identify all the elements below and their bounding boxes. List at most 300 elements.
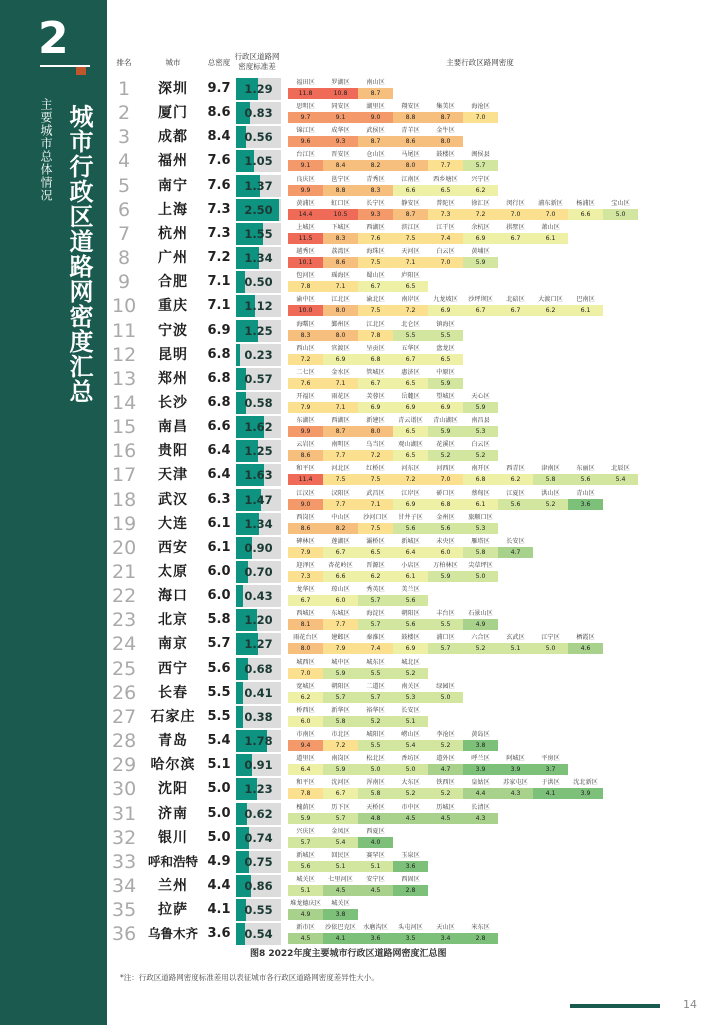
district-name: 大东区: [401, 779, 420, 787]
district-name: 栖霞区: [576, 634, 595, 642]
district-cell: [393, 246, 428, 270]
district-name: 河东区: [401, 465, 420, 473]
header-sd: 行政区道路网密度标准差: [234, 52, 280, 71]
district-density: 7.6: [358, 233, 393, 244]
district-name: 上城区: [296, 223, 315, 231]
district-name: 晋安区: [331, 151, 350, 159]
district-density: 5.6: [393, 523, 428, 534]
district-cell: [463, 174, 498, 198]
district-density: 7.3: [428, 209, 463, 220]
district-density: 6.5: [393, 281, 428, 292]
district-density: 8.1: [288, 619, 323, 630]
district-density: 4.7: [428, 764, 463, 775]
district-cell: [288, 777, 323, 801]
district-density: 2.8: [463, 933, 498, 944]
district-name: 阿城区: [506, 755, 525, 763]
district-density: 3.9: [568, 788, 603, 799]
district-name: 天河区: [401, 248, 420, 256]
district-name: 西岗区: [296, 513, 315, 521]
district-cell: [533, 198, 568, 222]
sd-value: 0.86: [244, 878, 273, 893]
total-density: 6.6: [207, 419, 231, 435]
district-density: 7.0: [463, 112, 498, 123]
district-name: 尖草坪区: [468, 562, 493, 569]
district-density: 5.4: [603, 474, 638, 485]
district-density: 7.9: [288, 547, 323, 558]
district-name: 城东区: [366, 658, 385, 666]
district-name: 管城区: [366, 368, 385, 376]
district-cell: [323, 729, 358, 753]
district-cell: [358, 536, 393, 560]
district-name: 大渡口区: [538, 296, 563, 304]
district-name: 开福区: [296, 392, 315, 400]
district-density: 5.9: [323, 764, 358, 775]
district-name: 东湖区: [296, 417, 315, 425]
district-density: 6.5: [428, 185, 463, 196]
district-name: 青山湖区: [433, 417, 458, 425]
total-density: 6.9: [207, 322, 231, 338]
district-density: 7.2: [393, 474, 428, 485]
district-cell: [393, 729, 428, 753]
district-cell: [288, 125, 323, 149]
district-cell: [323, 343, 358, 367]
district-density: 5.0: [358, 764, 393, 775]
district-density: 11.8: [288, 88, 323, 99]
district-name: 水磨沟区: [363, 924, 388, 932]
district-name: 黄岛区: [471, 731, 490, 739]
district-density: 5.0: [428, 692, 463, 703]
district-density: 6.8: [463, 474, 498, 485]
district-cell: [288, 729, 323, 753]
district-cell: [393, 415, 428, 439]
district-cell: [428, 753, 463, 777]
header-total: 总密度: [207, 58, 231, 67]
district-cell: [533, 777, 568, 801]
district-cell: [498, 463, 533, 487]
district-cell: [498, 632, 533, 656]
district-name: 城阳区: [366, 731, 385, 739]
rank-number: 23: [112, 609, 137, 632]
district-cell: [288, 802, 323, 826]
sd-value: 1.05: [244, 154, 273, 169]
sd-value: 0.54: [244, 927, 273, 942]
sd-value: 1.78: [244, 734, 273, 749]
district-density: 4.0: [358, 837, 393, 848]
district-density: 7.1: [393, 257, 428, 268]
district-cell: [463, 101, 498, 125]
table-row: [112, 367, 702, 391]
district-cell: [288, 391, 323, 415]
table-row: [112, 705, 702, 729]
district-density: 5.7: [358, 692, 393, 703]
city-name: 合肥: [158, 274, 188, 291]
district-name: 新城区: [401, 537, 420, 545]
district-cell: [358, 584, 393, 608]
district-name: 闵行区: [506, 199, 525, 207]
district-density: 8.0: [358, 426, 393, 437]
district-density: 7.8: [288, 788, 323, 799]
district-name: 甘井子区: [398, 513, 423, 521]
district-name: 西青区: [506, 465, 525, 473]
district-density: 7.7: [323, 499, 358, 510]
district-name: 六合区: [471, 634, 490, 642]
page-number: 14: [683, 998, 697, 1011]
district-name: 兴宁区: [471, 175, 490, 183]
district-name: 南岗区: [331, 755, 350, 763]
district-density: 4.8: [358, 813, 393, 824]
district-name: 安宁区: [366, 875, 385, 883]
district-density: 9.1: [323, 112, 358, 123]
district-cell: [323, 463, 358, 487]
district-name: 和平区: [296, 465, 315, 473]
district-cell: [323, 439, 358, 463]
rank-number: 26: [112, 681, 137, 704]
district-name: 西乡塘区: [433, 175, 458, 183]
sd-value: 0.23: [244, 347, 273, 362]
district-name: 江汉区: [296, 489, 315, 497]
district-cell: [463, 415, 498, 439]
district-cell: [358, 415, 393, 439]
district-cell: [533, 488, 568, 512]
district-name: 新城区: [296, 851, 315, 859]
district-name: 杏花岭区: [328, 562, 353, 569]
district-density: 4.3: [498, 788, 533, 799]
district-density: 3.8: [463, 740, 498, 751]
district-density: 6.7: [358, 378, 393, 389]
district-density: 5.2: [463, 450, 498, 461]
district-cell: [323, 657, 358, 681]
district-density: 5.2: [428, 450, 463, 461]
district-name: 小店区: [401, 562, 420, 569]
district-name: 赛罕区: [366, 851, 385, 859]
district-density: 6.8: [358, 354, 393, 365]
district-cell: [323, 125, 358, 149]
district-cell: [603, 463, 638, 487]
district-name: 河北区: [331, 465, 350, 473]
district-density: 6.7: [288, 595, 323, 606]
district-density: 8.2: [358, 160, 393, 171]
total-density: 6.1: [207, 515, 231, 531]
district-density: 8.3: [323, 233, 358, 244]
district-cell: [288, 198, 323, 222]
district-density: 8.0: [323, 330, 358, 341]
district-name: 庐阳区: [401, 272, 420, 280]
district-cell: [428, 488, 463, 512]
district-name: 长安区: [401, 706, 420, 714]
district-density: 6.0: [323, 595, 358, 606]
district-density: 5.5: [358, 668, 393, 679]
district-density: 6.7: [498, 305, 533, 316]
city-name: 长春: [158, 684, 188, 701]
district-density: 5.2: [428, 788, 463, 799]
total-density: 7.1: [207, 298, 231, 314]
district-density: 9.4: [288, 740, 323, 751]
district-density: 6.1: [533, 233, 568, 244]
district-cell: [428, 608, 463, 632]
district-name: 回民区: [331, 851, 350, 859]
district-cell: [428, 294, 463, 318]
district-density: 4.4: [463, 788, 498, 799]
district-cell: [533, 753, 568, 777]
table-row: [112, 898, 702, 922]
total-density: 4.9: [207, 853, 231, 869]
district-name: 二七区: [296, 368, 315, 376]
district-cell: [393, 874, 428, 898]
district-name: 江干区: [436, 223, 455, 231]
section-title: 城市行政区道路网密度汇总: [65, 104, 93, 404]
rank-number: 30: [112, 778, 137, 801]
district-cell: [358, 560, 393, 584]
district-cell: [323, 536, 358, 560]
total-density: 7.3: [207, 201, 231, 217]
sd-value: 0.56: [244, 130, 273, 145]
district-name: 望城区: [436, 392, 455, 400]
district-density: 6.2: [463, 185, 498, 196]
district-density: 5.1: [288, 885, 323, 896]
district-cell: [358, 729, 393, 753]
district-density: 6.4: [393, 547, 428, 558]
district-density: 9.3: [358, 209, 393, 220]
district-cell: [428, 536, 463, 560]
district-density: 5.0: [393, 764, 428, 775]
district-name: 天心区: [471, 392, 490, 400]
district-name: 和平区: [296, 779, 315, 787]
city-name: 大连: [158, 515, 188, 532]
rank-number: 35: [112, 899, 137, 922]
rank-number: 29: [112, 754, 137, 777]
district-name: 北碚区: [506, 296, 525, 304]
district-name: 武侯区: [366, 127, 385, 135]
district-name: 海淀区: [366, 610, 385, 618]
district-name: 新华区: [331, 706, 350, 714]
table-row: [112, 560, 702, 584]
rank-number: 17: [112, 464, 137, 487]
district-cell: [323, 101, 358, 125]
district-cell: [463, 222, 498, 246]
district-name: 红桥区: [366, 465, 385, 473]
district-name: 岳麓区: [401, 392, 420, 400]
district-name: 城关区: [296, 875, 315, 883]
sd-value: 1.34: [244, 251, 273, 266]
rank-number: 31: [112, 802, 137, 825]
district-name: 石景山区: [468, 610, 493, 618]
total-density: 6.8: [207, 370, 231, 386]
district-density: 8.0: [323, 305, 358, 316]
sd-value: 0.57: [244, 371, 273, 386]
district-cell: [323, 753, 358, 777]
district-density: 5.7: [358, 595, 393, 606]
district-cell: [393, 391, 428, 415]
district-name: 硚口区: [436, 489, 455, 497]
district-cell: [393, 512, 428, 536]
district-cell: [358, 850, 393, 874]
table-row: [112, 415, 702, 439]
district-name: 南关区: [401, 682, 420, 690]
district-density: 3.7: [533, 764, 568, 775]
district-cell: [323, 222, 358, 246]
district-cell: [568, 632, 603, 656]
district-cell: [323, 802, 358, 826]
district-cell: [288, 319, 323, 343]
district-name: 乌当区: [366, 441, 385, 449]
district-cell: [288, 439, 323, 463]
district-name: 青云谱区: [398, 417, 423, 425]
district-cell: [358, 705, 393, 729]
district-density: 4.1: [323, 933, 358, 944]
district-name: 盘龙区: [436, 344, 455, 352]
district-cell: [393, 850, 428, 874]
district-density: 7.7: [323, 450, 358, 461]
district-density: 9.9: [288, 426, 323, 437]
city-name: 呼和浩特: [147, 853, 198, 869]
district-density: 8.8: [323, 185, 358, 196]
sd-value: 0.90: [244, 540, 273, 555]
district-cell: [428, 367, 463, 391]
district-name: 铁西区: [436, 779, 455, 787]
district-name: 于洪区: [541, 779, 560, 787]
district-name: 历城区: [436, 803, 455, 811]
rank-number: 21: [112, 561, 137, 583]
district-name: 青山区: [576, 489, 595, 497]
total-density: 9.7: [207, 81, 231, 96]
total-density: 6.4: [207, 467, 231, 483]
sd-value: 1.55: [244, 226, 273, 241]
rank-number: 18: [112, 488, 137, 511]
district-name: 灞桥区: [366, 537, 385, 545]
district-density: 6.1: [568, 305, 603, 316]
district-name: 台江区: [296, 151, 315, 159]
district-density: 5.6: [393, 619, 428, 630]
district-name: 中山区: [331, 513, 350, 521]
district-name: 江宁区: [541, 634, 560, 642]
district-name: 龙华区: [296, 586, 315, 594]
district-density: 5.7: [428, 643, 463, 654]
district-cell: [323, 850, 358, 874]
city-name: 银川: [158, 829, 188, 846]
district-cell: [323, 367, 358, 391]
sd-value: 1.20: [244, 613, 273, 628]
district-cell: [393, 632, 428, 656]
district-name: 河西区: [436, 465, 455, 473]
district-cell: [393, 463, 428, 487]
district-cell: [568, 463, 603, 487]
district-name: 青秀区: [366, 175, 385, 183]
district-name: 渝北区: [366, 296, 385, 304]
district-density: 6.9: [428, 305, 463, 316]
district-density: 6.9: [393, 402, 428, 413]
district-name: 裕华区: [366, 706, 385, 714]
district-cell: [463, 512, 498, 536]
table-row: [112, 319, 702, 343]
district-density: 9.1: [288, 160, 323, 171]
district-density: 4.5: [428, 813, 463, 824]
district-name: 武昌区: [366, 489, 385, 497]
total-density: 8.6: [207, 105, 231, 121]
district-cell: [358, 632, 393, 656]
district-name: 马尾区: [401, 151, 420, 159]
district-cell: [428, 512, 463, 536]
district-density: 6.9: [393, 499, 428, 510]
rank-number: 3: [117, 126, 131, 149]
district-name: 沈河区: [331, 779, 350, 787]
city-name: 昆明: [158, 346, 188, 363]
district-name: 雨花台区: [293, 634, 318, 642]
district-cell: [393, 198, 428, 222]
district-density: 7.2: [393, 305, 428, 316]
district-density: 5.5: [428, 330, 463, 341]
district-cell: [428, 729, 463, 753]
district-cell: [393, 439, 428, 463]
district-density: 6.2: [498, 474, 533, 485]
city-name: 哈尔滨: [150, 757, 196, 774]
district-name: 长宁区: [366, 199, 385, 207]
district-name: 香坊区: [401, 755, 420, 763]
district-density: 8.3: [358, 185, 393, 196]
district-name: 杨浦区: [576, 199, 595, 207]
district-name: 海沧区: [471, 103, 490, 111]
district-density: 6.5: [358, 547, 393, 558]
rank-number: 27: [112, 705, 137, 728]
district-name: 巴南区: [576, 296, 595, 304]
district-name: 沈北新区: [573, 779, 598, 787]
district-density: 5.6: [393, 595, 428, 606]
district-cell: [463, 198, 498, 222]
district-density: 7.8: [358, 330, 393, 341]
district-name: 玉泉区: [401, 851, 420, 859]
district-density: 4.6: [568, 643, 603, 654]
chapter-number: 2: [38, 13, 69, 64]
district-density: 7.5: [358, 474, 393, 485]
city-name: 石家庄: [150, 708, 196, 725]
district-density: 7.0: [428, 257, 463, 268]
district-cell: [428, 439, 463, 463]
district-density: 8.0: [288, 643, 323, 654]
district-cell: [288, 632, 323, 656]
district-cell: [323, 632, 358, 656]
table-row: [112, 488, 702, 512]
district-name: 浦东新区: [538, 199, 563, 207]
district-cell: [463, 536, 498, 560]
district-name: 九龙坡区: [433, 296, 458, 304]
rank-number: 11: [112, 319, 137, 342]
district-name: 静安区: [401, 199, 420, 207]
table-row: [112, 632, 702, 656]
district-density: 5.9: [288, 813, 323, 824]
rank-number: 33: [112, 850, 137, 873]
district-name: 李沧区: [436, 731, 455, 739]
city-name: 南京: [158, 636, 188, 653]
city-name: 太原: [158, 564, 188, 580]
district-cell: [393, 584, 428, 608]
district-density: 7.5: [358, 305, 393, 316]
district-density: 4.5: [323, 885, 358, 896]
district-cell: [428, 149, 463, 173]
district-density: 5.7: [323, 692, 358, 703]
rank-number: 5: [117, 174, 131, 197]
district-density: 5.7: [323, 813, 358, 824]
header-rank: 排名: [116, 58, 132, 67]
district-name: 集美区: [436, 103, 455, 111]
footnote: *注：行政区道路网密度标准差用以表征城市各行政区道路网密度差异性大小。: [120, 973, 379, 982]
district-cell: [463, 391, 498, 415]
district-density: 5.2: [393, 788, 428, 799]
district-density: 5.8: [323, 716, 358, 727]
sd-value: 0.68: [244, 661, 273, 676]
district-density: 4.5: [393, 813, 428, 824]
city-name: 拉萨: [158, 902, 188, 919]
sd-value: 1.12: [244, 299, 273, 314]
district-name: 城中区: [331, 658, 350, 666]
